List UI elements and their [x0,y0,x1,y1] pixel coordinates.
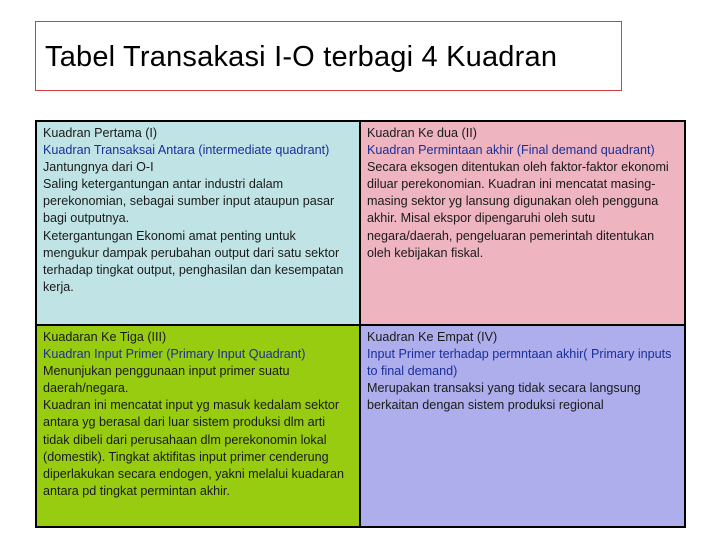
quadrant-table [35,120,686,528]
quadrant-1-subtitle: Kuadran Transaksai Antara (intermediate quadrant) [43,143,330,158]
quadrant-3-line-2: Kuadran ini mencatat input yg masuk kedalam sektor antara yg berasal dari luar sistem produksi dlm arti tidak dibeli dari perusahaan dlm perekonomin lokal (domestik). Tingkat aktifitas input primer cenderung diperlakukan secara endogen, yakni melalui kuadaran antara pd tingkat permintan akhir. [43,398,345,498]
quadrant-1-line-1: Jantungnya dari O-I [43,160,154,175]
slide-title-box [35,21,622,91]
quadrant-4-cell [361,326,684,526]
quadrant-1-line-2: Saling ketergantungan antar industri dalam perekonomian, sebagai sumber input ataupun pasar bagi outputnya. [43,177,335,226]
slide-title: Tabel Transakasi I-O terbagi 4 Kuadran [45,41,558,73]
quadrant-1-cell [37,122,359,324]
quadrant-2-heading: Kuadran Ke dua (II) [367,126,477,140]
quadrant-1-line-3: Ketergantungan Ekonomi amat penting untuk mengukur dampak perubahan output dari satu sektor terhadap tingkat output, penghasilan dan kesempatan kerja. [43,228,344,294]
quadrant-3-subtitle: Kuadran Input Primer (Primary Input Quadrant) [43,347,306,362]
quadrant-2-line-1: Secara eksogen ditentukan oleh faktor-faktor ekonomi diluar perekonomian. Kuadran ini mencatat masing-masing sektor yg lansung digunakan oleh pengguna akhir. Misal ekspor dipengaruhi oleh sutu negara/daerah, pengeluaran pemerintah ditentukan oleh kebijakan fiskal. [367,160,669,260]
quadrant-4-line-1: Merupakan transaksi yang tidak secara langsung berkaitan dengan sistem produksi regional [367,381,641,413]
quadrant-2-subtitle: Kuadran Permintaan akhir (Final demand quadrant) [367,143,655,158]
quadrant-2-cell [361,122,684,324]
quadrant-4-subtitle: Input Primer terhadap permntaan akhir( Primary inputs to final demand) [367,347,672,379]
quadrant-3-heading: Kuadaran Ke Tiga (III) [43,330,167,344]
quadrant-3-cell [37,326,359,526]
quadrant-3-line-1: Menunjukan penggunaan input primer suatu daerah/negara. [43,364,290,396]
quadrant-4-heading: Kuadran Ke Empat (IV) [367,330,498,344]
quadrant-1-heading: Kuadran Pertama (I) [43,126,158,140]
